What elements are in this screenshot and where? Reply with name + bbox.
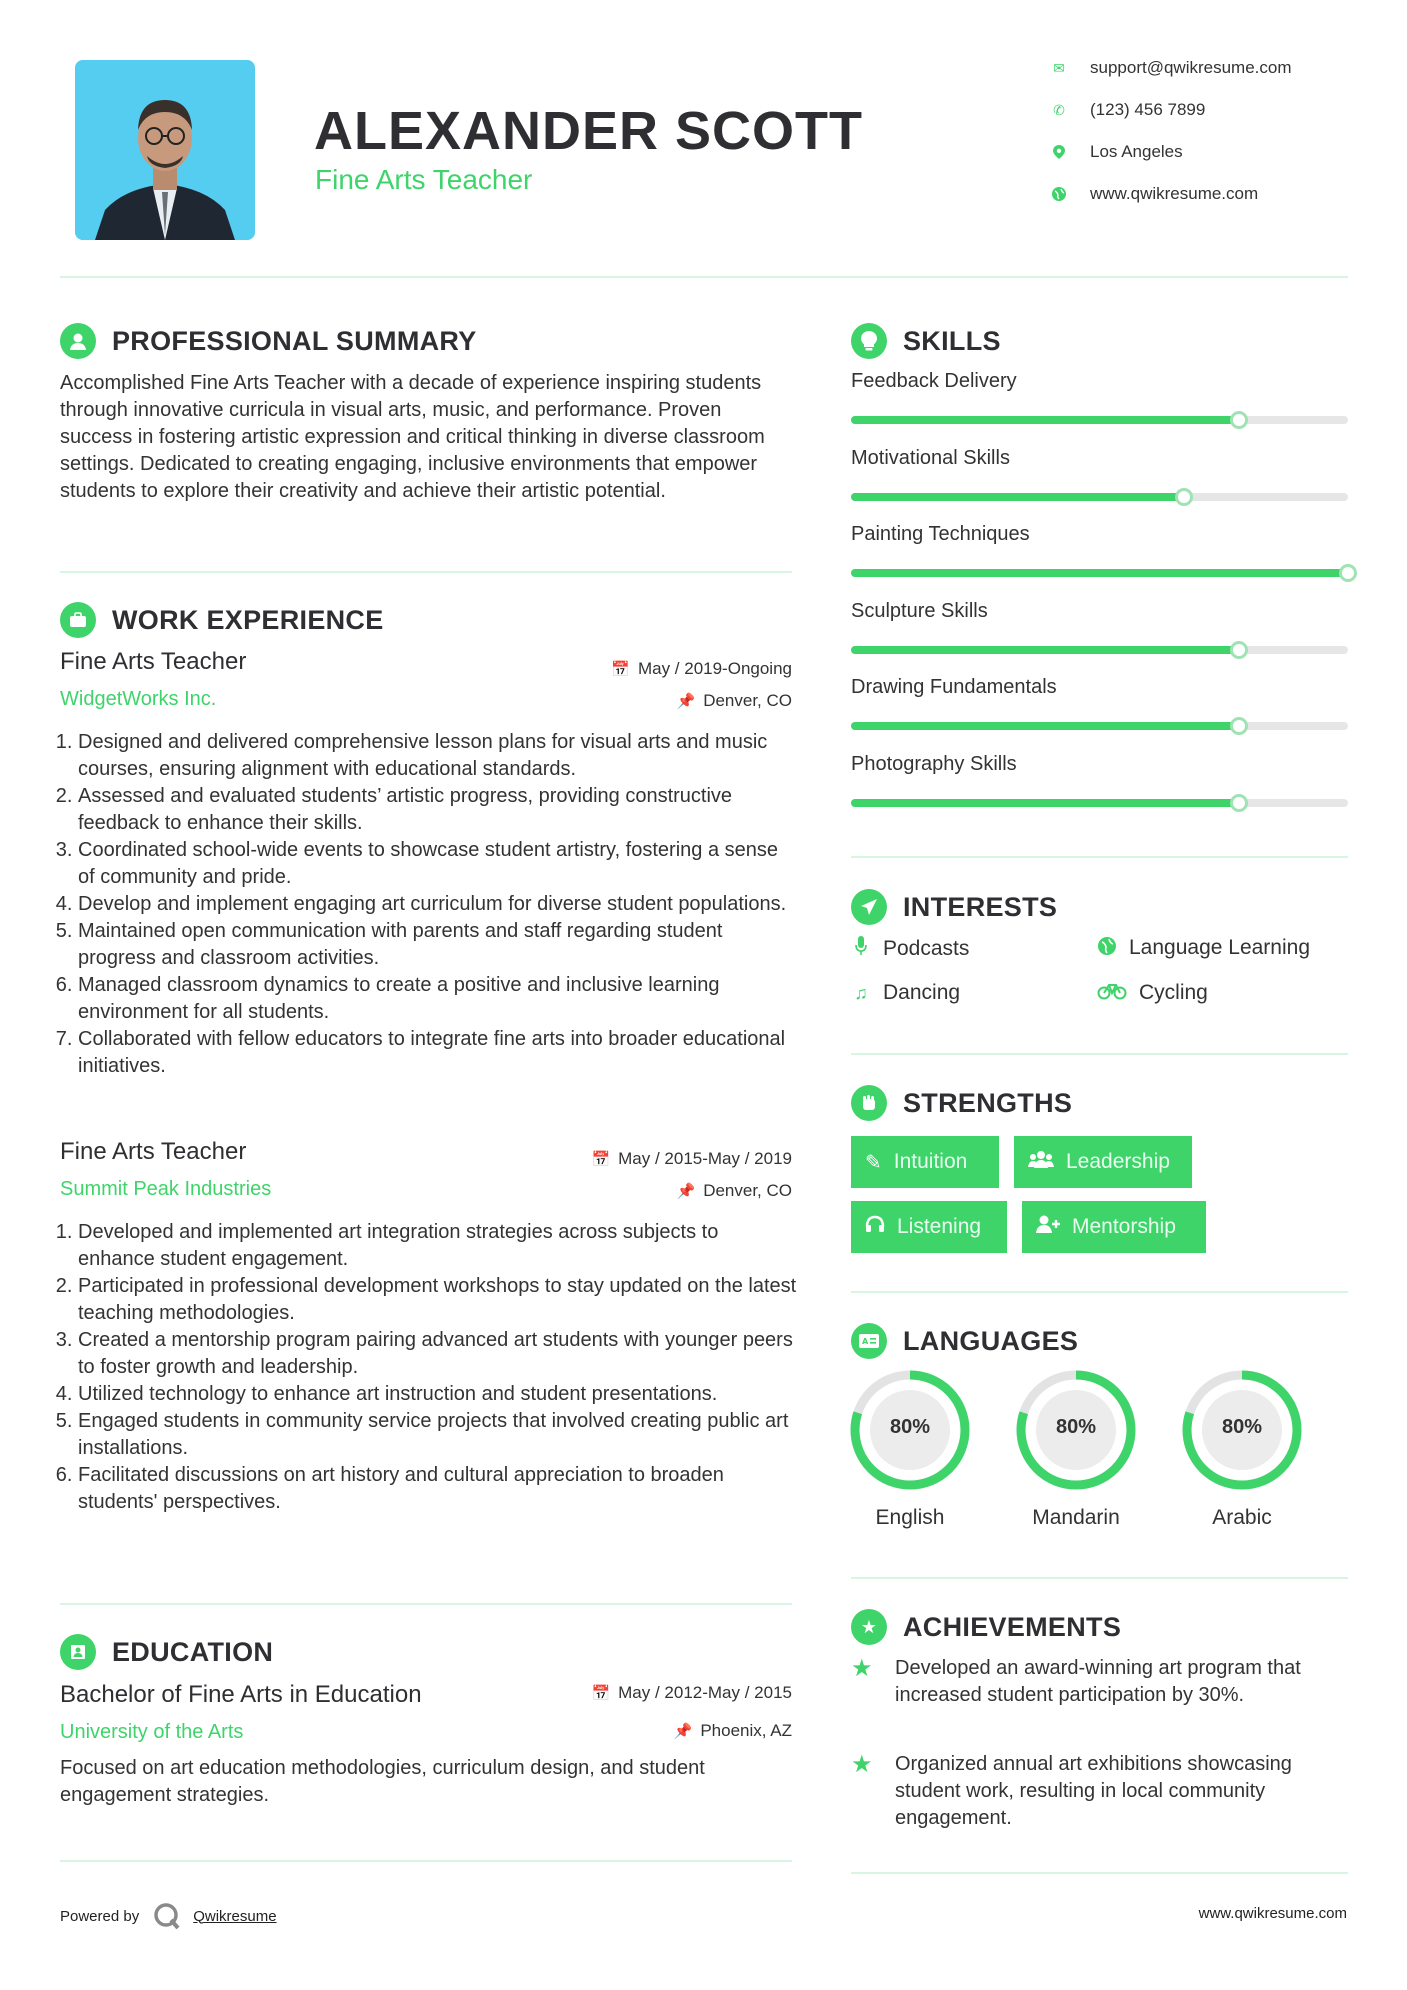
skill-bar-fill	[851, 646, 1239, 654]
job-location: 📌 Denver, CO	[676, 691, 792, 710]
education-text: Focused on art education methodologies, curriculum design, and student engagement strategies.	[60, 1757, 705, 1806]
languages-heading: A LANGUAGES	[851, 1323, 1078, 1359]
job-duties	[60, 1219, 800, 1516]
star-icon: ★	[851, 1655, 873, 1682]
star-icon: ★	[851, 1751, 873, 1778]
interest-item: Podcasts	[851, 936, 969, 961]
graduation-icon	[60, 1634, 96, 1670]
users-icon	[1028, 1150, 1054, 1174]
language-percent: 80%	[1055, 1416, 1097, 1438]
language-card-icon	[851, 1323, 887, 1359]
language-name: English	[875, 1506, 945, 1529]
list-item: 3. Coordinated school-wide events to showcase student artistry, fostering a sense of community and pride.	[78, 837, 800, 891]
location-icon	[1052, 145, 1066, 159]
job-location: 📌 Denver, CO	[676, 1181, 792, 1200]
user-icon	[60, 323, 96, 359]
list-item: 5. Maintained open communication with parents and staff regarding student progress and classroom activities.	[78, 918, 800, 972]
svg-text:A: A	[862, 1337, 869, 1346]
calendar-icon: 📅	[611, 661, 630, 678]
skill-bar-knob	[1175, 488, 1193, 506]
headphones-icon	[865, 1215, 885, 1239]
contact-website[interactable]: www.qwikresume.com	[1052, 184, 1352, 204]
strength-chip: Mentorship	[1022, 1201, 1206, 1253]
language-ring	[1014, 1368, 1138, 1492]
languages-divider	[851, 1577, 1348, 1579]
list-item: 1. Designed and delivered comprehensive lesson plans for visual arts and music courses, ensuring alignment with educational standards.	[78, 729, 800, 783]
header-divider	[60, 276, 1348, 278]
education-heading: EDUCATION	[60, 1634, 273, 1670]
pin-icon: 📌	[676, 693, 696, 710]
skill-bar-fill	[851, 722, 1239, 730]
summary-text: Accomplished Fine Arts Teacher with a decade of experience inspiring students through innovative curricula in visual arts, music, and performance. Proven success in fostering artistic expression and critical thinking in diverse classroom settings. Dedicated to creating engaging, inclusive environments that empower students to explore their creativity and achieve their artistic potential.	[60, 372, 765, 502]
list-item: 2. Participated in professional development workshops to stay updated on the latest teaching methodologies.	[78, 1273, 800, 1327]
calendar-icon: 📅	[591, 1151, 611, 1168]
paper-plane-icon	[851, 889, 887, 925]
music-note-icon: ♫	[854, 982, 868, 1003]
language-percent: 80%	[1221, 1416, 1263, 1438]
degree-title: Bachelor of Fine Arts in Education	[60, 1681, 422, 1708]
footer-brand-link[interactable]: Qwikresume	[193, 1907, 277, 1925]
footer-url[interactable]: www.qwikresume.com	[1198, 1905, 1347, 1922]
email-icon: ✉	[1053, 59, 1065, 76]
skill-name: Sculpture Skills	[851, 599, 988, 622]
language-name: Arabic	[1212, 1506, 1272, 1529]
skills-divider	[851, 856, 1348, 858]
list-item: 1. Developed and implemented art integration strategies across subjects to enhance student engagement.	[78, 1219, 800, 1273]
job-duties	[60, 729, 800, 1080]
microphone-icon	[851, 936, 871, 961]
school-name: University of the Arts	[60, 1721, 244, 1743]
skill-bar	[851, 493, 1348, 501]
skills-heading: SKILLS	[851, 323, 1001, 359]
star-icon: ★	[851, 1609, 887, 1645]
skill-bar-knob	[1230, 717, 1248, 735]
phone-icon: ✆	[1053, 101, 1065, 118]
calendar-icon: 📅	[591, 1685, 611, 1702]
work-heading: WORK EXPERIENCE	[60, 602, 384, 638]
achievements-heading: ★ ACHIEVEMENTS	[851, 1609, 1121, 1645]
job-date: 📅 May / 2019-Ongoing	[611, 659, 792, 678]
skill-bar-fill	[851, 799, 1239, 807]
list-item: 4. Utilized technology to enhance art instruction and student presentations.	[78, 1381, 800, 1408]
interests-divider	[851, 1053, 1348, 1055]
skill-bar-fill	[851, 493, 1184, 501]
education-divider	[60, 1860, 792, 1862]
language-ring	[1180, 1368, 1304, 1492]
skill-name: Drawing Fundamentals	[851, 676, 1057, 698]
education-date: 📅 May / 2012-May / 2015	[591, 1683, 792, 1702]
skill-bar-knob	[1339, 564, 1357, 582]
skill-bar-knob	[1230, 794, 1248, 812]
education-location: 📌 Phoenix, AZ	[673, 1721, 792, 1740]
summary-divider	[60, 571, 792, 573]
profile-photo	[75, 60, 255, 240]
list-item: 6. Facilitated discussions on art history and cultural appreciation to broaden students' perspectives.	[78, 1462, 800, 1516]
skill-bar-fill	[851, 569, 1348, 577]
skill-bar	[851, 416, 1348, 424]
job-company: WidgetWorks Inc.	[60, 688, 217, 710]
footer-powered-by: Powered by Qwikresume	[60, 1902, 277, 1930]
contact-email[interactable]: ✉ support@qwikresume.com	[1053, 58, 1292, 77]
language-ring	[848, 1368, 972, 1492]
strengths-heading: STRENGTHS	[851, 1085, 1072, 1121]
job-date: 📅 May / 2015-May / 2019	[591, 1149, 792, 1168]
achievement-item: ★ Developed an award-winning art program that increased student participation by 30%.	[851, 1655, 1351, 1709]
globe-icon	[1097, 937, 1117, 960]
user-plus-icon	[1036, 1215, 1060, 1239]
qwikresume-logo-icon	[153, 1902, 181, 1930]
skill-bar-fill	[851, 416, 1239, 424]
pin-icon: 📌	[673, 1723, 693, 1740]
summary-heading: PROFESSIONAL SUMMARY	[60, 323, 477, 359]
strengths-divider	[851, 1291, 1348, 1293]
interest-item: Cycling	[1097, 981, 1208, 1005]
job-title: Fine Arts Teacher	[60, 1138, 247, 1165]
skill-bar	[851, 722, 1348, 730]
job-company: Summit Peak Industries	[60, 1178, 272, 1200]
achievement-item: ★ Organized annual art exhibitions showcasing student work, resulting in local community engagement.	[851, 1751, 1351, 1832]
skill-name: Feedback Delivery	[851, 370, 1017, 392]
strength-chip: ✎ Intuition	[851, 1136, 999, 1188]
skill-name: Photography Skills	[851, 752, 1017, 775]
list-item: 2. Assessed and evaluated students’ artistic progress, providing constructive feedback to enhance their skills.	[78, 783, 800, 837]
globe-icon	[1052, 187, 1066, 201]
interests-heading: INTERESTS	[851, 889, 1057, 925]
language-percent: 80%	[889, 1416, 931, 1438]
magic-wand-icon: ✎	[865, 1151, 882, 1174]
candidate-role: Fine Arts Teacher	[315, 164, 533, 195]
list-item: 3. Created a mentorship program pairing advanced art students with younger peers to foster growth and leadership.	[78, 1327, 800, 1381]
skill-bar	[851, 569, 1348, 577]
list-item: 5. Engaged students in community service projects that involved creating public art installations.	[78, 1408, 800, 1462]
list-item: 7. Collaborated with fellow educators to integrate fine arts into broader educational initiatives.	[78, 1026, 800, 1080]
achievements-divider	[851, 1872, 1348, 1874]
skill-bar-knob	[1230, 411, 1248, 429]
contact-location: Los Angeles	[1052, 142, 1352, 162]
candidate-name: ALEXANDER SCOTT	[314, 101, 864, 161]
skill-bar	[851, 646, 1348, 654]
lightbulb-icon	[851, 323, 887, 359]
contact-phone[interactable]: ✆ (123) 456 7899	[1053, 100, 1206, 119]
skill-bar-knob	[1230, 641, 1248, 659]
list-item: 6. Managed classroom dynamics to create a positive and inclusive learning environment for all students.	[78, 972, 800, 1026]
list-item: 4. Develop and implement engaging art curriculum for diverse student populations.	[78, 891, 800, 918]
bicycle-icon	[1097, 982, 1127, 1005]
briefcase-icon	[60, 602, 96, 638]
language-name: Mandarin	[1032, 1506, 1120, 1529]
pin-icon: 📌	[676, 1183, 696, 1200]
strength-chip: Leadership	[1014, 1136, 1192, 1188]
skill-name: Painting Techniques	[851, 523, 1030, 545]
job-title: Fine Arts Teacher	[60, 648, 247, 675]
skill-name: Motivational Skills	[851, 446, 1010, 469]
strength-chip: Listening	[851, 1201, 1007, 1253]
interest-item: Language Learning	[1097, 936, 1310, 960]
work-divider	[60, 1603, 792, 1605]
skill-bar	[851, 799, 1348, 807]
fist-icon	[851, 1085, 887, 1121]
interest-item: ♫ Dancing	[851, 981, 960, 1005]
